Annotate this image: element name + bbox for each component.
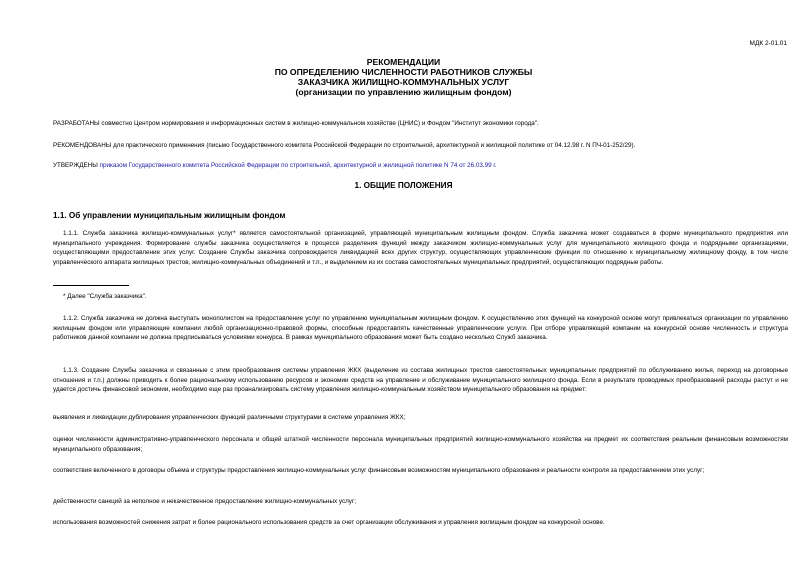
recommended-note: РЕКОМЕНДОВАНЫ для практического применения (письмо Государственного комитета Российской Федерации по строительной, архитектурной и жилищной политике от 04.12.98 г. N ПЧ-01-252/29). — [53, 142, 636, 149]
list-item: соответствия включенного в договоры объема и структуры предоставления жилищно-коммунальных услуг финансовым возможностям муниципального образования и реальности контроля за предоставлением этих услуг; — [53, 467, 705, 474]
list-item: выявления и ликвидации дублирования управленческих функций различными структурами в системе управления ЖКХ; — [53, 414, 406, 421]
list-item: оценки численности административно-управленческого персонала и общей штатной численности персонала муниципальных предприятий жилищно-коммунального хозяйства на предмет их соответствия реальным финансовым возможностям муниципального образования; — [53, 436, 788, 453]
subsection-title: 1.1. Об управлении муниципальным жилищным фондом — [53, 211, 286, 220]
developed-note: РАЗРАБОТАНЫ совместно Центром нормирования и информационных систем в жилищно-коммунальном хозяйстве (ЦНИС) и Фондом "Институт экономики города". — [53, 120, 539, 127]
paragraph-1-1-1-text: 1.1.1. Служба заказчика жилищно-коммунальных услуг* является самостоятельной организацией, управляющей муниципальным жилищным фондом. Служба заказчика может создаваться в форме муниципального предприятия или муниципального учреждения. Формирование службы заказчика осуществляется в процессе разделения функций между заказчиком жилищно-коммунальных услуг для муниципального жилищного фонда и подрядными организациями, осуществляющими предоставление этих услуг. Создание Службы заказчика сопровождается ликвидацией всех других структур, осуществляющих управленческие функции по отношению к муниципальному жилищному фонду, в том числе управленческого аппарата жилищных трестов, жилищно-коммунальных объединений и т.п., и выделением из их состава самостоятельных муниципальных предприятий, осуществляющих подрядные работы. — [53, 230, 788, 266]
paragraph-1-1-3-text: 1.1.3. Создание Службы заказчика и связанные с этим преобразования системы управления ЖКХ (выделение из состава жилищных трестов самостоятельных муниципальных предприятий по обслуживанию жилья, переход на договорные отношения и т.п.) должны приводить к более рациональному использованию ресурсов и экономии средств на управление и обслуживание муниципального жилищного фонда. Если в результате проводимых преобразований расходы растут и не удается достичь финансовой экономии, необходимо еще раз проанализировать систему управления жилищно-коммунальным хозяйством муниципального образования на предмет: — [53, 367, 788, 393]
list-item: использования возможностей снижения затрат и более рационального использования средств за счет организации обслуживания и управления жилищным фондом на конкурсной основе. — [53, 519, 605, 526]
document-code: МДК 2-01.01 — [749, 40, 787, 47]
section-title: 1. ОБЩИЕ ПОЛОЖЕНИЯ — [354, 181, 453, 190]
approved-prefix: УТВЕРЖДЕНЫ — [53, 162, 100, 169]
approved-order-link[interactable]: приказом Государственного комитета Российской Федерации по строительной, архитектурной и жилищной политике N 74 от 26.03.99 г. — [99, 162, 497, 169]
paragraph-1-1-2 — [53, 314, 788, 343]
list-item: действенности санкций за неполное и некачественное предоставление жилищно-коммунальных услуг; — [53, 498, 356, 505]
title-line-4: (организации по управлению жилищным фондом) — [295, 87, 512, 97]
paragraph-1-1-3 — [53, 366, 788, 395]
title-line-2: ПО ОПРЕДЕЛЕНИЮ ЧИСЛЕННОСТИ РАБОТНИКОВ СЛУЖБЫ — [274, 67, 533, 77]
approved-note — [53, 161, 783, 170]
document-title — [0, 57, 807, 97]
paragraph-1-1-1 — [53, 229, 788, 267]
title-line-3: ЗАКАЗЧИКА ЖИЛИЩНО-КОММУНАЛЬНЫХ УСЛУГ — [297, 77, 510, 87]
footnote-divider — [53, 285, 129, 286]
paragraph-1-1-2-text: 1.1.2. Служба заказчика не должна выступать монополистом на предоставление услуг по управлению муниципальным жилищным фондом. К осуществлению этих функций на конкурсной основе могут привлекаться организации по управлению жилищным фондом или управляющие компании любой организационно-правовой формы, способные предоставлять качественные управленческие услуги. При отборе управляющей компании на конкурсной основе численность и структура работников данной компании не должна предписываться условиями конкурса. В рамках муниципального образования может быть создано несколько Служб заказчика. — [53, 315, 788, 341]
footnote — [53, 292, 788, 302]
title-line-1: РЕКОМЕНДАЦИИ — [366, 57, 441, 67]
footnote-text: * Далее "Служба заказчика". — [63, 293, 147, 300]
